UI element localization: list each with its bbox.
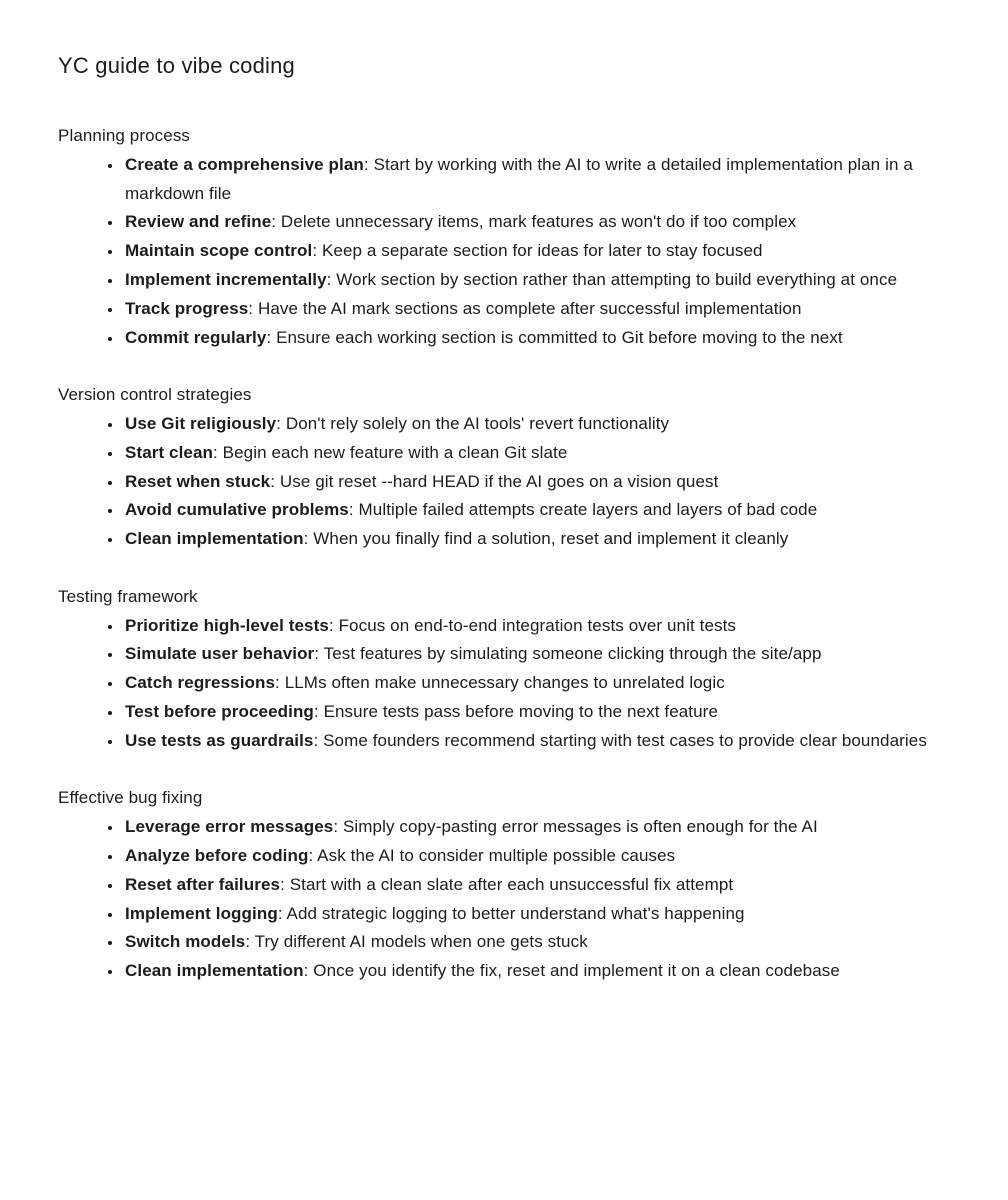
bullet-text: : Test features by simulating someone clicking through the site/app xyxy=(314,644,822,664)
bullet-term: Clean implementation xyxy=(125,529,304,549)
list-item xyxy=(123,410,937,439)
bullet-text: : Add strategic logging to better understand what's happening xyxy=(277,903,745,923)
list-item xyxy=(123,266,937,295)
bullet-list xyxy=(58,612,968,756)
bullet-text: : Start by working with the AI to write a detailed implementation plan in a markdown file xyxy=(125,154,913,203)
bullet-term: Catch regressions xyxy=(125,673,276,693)
bullet-term: Simulate user behavior xyxy=(125,644,315,664)
bullet-term: Use Git religiously xyxy=(125,413,277,433)
list-item xyxy=(123,727,937,756)
bullet-text: : LLMs often make unnecessary changes to unrelated logic xyxy=(275,673,725,693)
bullet-text: : Use git reset --hard HEAD if the AI goes on a vision quest xyxy=(270,471,719,491)
bullet-list xyxy=(58,410,968,554)
bullet-list xyxy=(58,151,968,353)
document-section xyxy=(58,122,968,352)
document-section xyxy=(58,381,968,554)
bullet-text: : Start with a clean slate after each unsuccessful fix attempt xyxy=(280,874,734,894)
list-item xyxy=(123,928,937,957)
list-item xyxy=(123,295,937,324)
list-item xyxy=(123,669,937,698)
section-heading: Effective bug fixing xyxy=(58,788,203,808)
bullet-term: Use tests as guardrails xyxy=(125,730,314,750)
bullet-text: : Multiple failed attempts create layers and layers of bad code xyxy=(348,500,818,520)
bullet-term: Implement logging xyxy=(125,903,278,923)
section-heading: Version control strategies xyxy=(58,385,252,405)
bullet-text: : Some founders recommend starting with test cases to provide clear boundaries xyxy=(313,730,927,750)
bullet-text: : Don't rely solely on the AI tools' revert functionality xyxy=(276,413,670,433)
bullet-term: Analyze before coding xyxy=(125,845,309,865)
bullet-term: Commit regularly xyxy=(125,327,267,347)
bullet-text: : Have the AI mark sections as complete after successful implementation xyxy=(248,298,802,318)
bullet-text: : Delete unnecessary items, mark features as won't do if too complex xyxy=(271,212,797,232)
bullet-term: Prioritize high-level tests xyxy=(125,615,329,635)
bullet-term: Review and refine xyxy=(125,212,272,232)
list-item xyxy=(123,640,937,669)
section-heading: Testing framework xyxy=(58,586,198,606)
document-title: YC guide to vibe coding xyxy=(58,53,295,78)
list-item xyxy=(123,612,937,641)
bullet-text: : Ask the AI to consider multiple possible causes xyxy=(308,845,676,865)
bullet-text: : Keep a separate section for ideas for later to stay focused xyxy=(312,241,763,261)
bullet-term: Switch models xyxy=(125,932,246,952)
bullet-term: Create a comprehensive plan xyxy=(125,154,364,174)
bullet-text: : Begin each new feature with a clean Git slate xyxy=(213,442,568,462)
list-item xyxy=(123,900,937,929)
bullet-text: : Try different AI models when one gets stuck xyxy=(245,932,588,952)
bullet-term: Test before proceeding xyxy=(125,701,314,721)
document-section xyxy=(58,784,968,986)
list-item xyxy=(123,957,937,986)
list-item xyxy=(123,324,937,353)
list-item xyxy=(123,698,937,727)
list-item xyxy=(123,525,937,554)
bullet-term: Leverage error messages xyxy=(125,817,334,837)
bullet-list xyxy=(58,813,968,986)
bullet-text: : Focus on end-to-end integration tests over unit tests xyxy=(328,615,737,635)
bullet-text: : Work section by section rather than attempting to build everything at once xyxy=(326,269,898,289)
bullet-text: : Ensure each working section is committed to Git before moving to the next xyxy=(266,327,843,347)
bullet-term: Reset after failures xyxy=(125,874,281,894)
bullet-text: : Once you identify the fix, reset and implement it on a clean codebase xyxy=(303,961,840,981)
bullet-term: Clean implementation xyxy=(125,961,304,981)
list-item xyxy=(123,496,937,525)
bullet-term: Implement incrementally xyxy=(125,269,327,289)
bullet-term: Reset when stuck xyxy=(125,471,271,491)
list-item xyxy=(123,468,937,497)
section-heading: Planning process xyxy=(58,126,191,145)
bullet-text: : Ensure tests pass before moving to the next feature xyxy=(313,701,718,721)
list-item xyxy=(123,842,937,871)
list-item xyxy=(123,237,937,266)
bullet-text: : When you finally find a solution, reset and implement it cleanly xyxy=(303,529,789,549)
bullet-term: Start clean xyxy=(125,442,214,462)
list-item xyxy=(123,151,937,209)
bullet-term: Avoid cumulative problems xyxy=(125,500,349,520)
list-item xyxy=(123,871,937,900)
document-body xyxy=(58,122,968,986)
bullet-term: Maintain scope control xyxy=(125,241,313,261)
bullet-term: Track progress xyxy=(125,298,249,318)
list-item xyxy=(123,439,937,468)
document-section xyxy=(58,583,968,756)
list-item xyxy=(123,208,937,237)
list-item xyxy=(123,813,937,842)
bullet-text: : Simply copy-pasting error messages is often enough for the AI xyxy=(333,817,818,837)
